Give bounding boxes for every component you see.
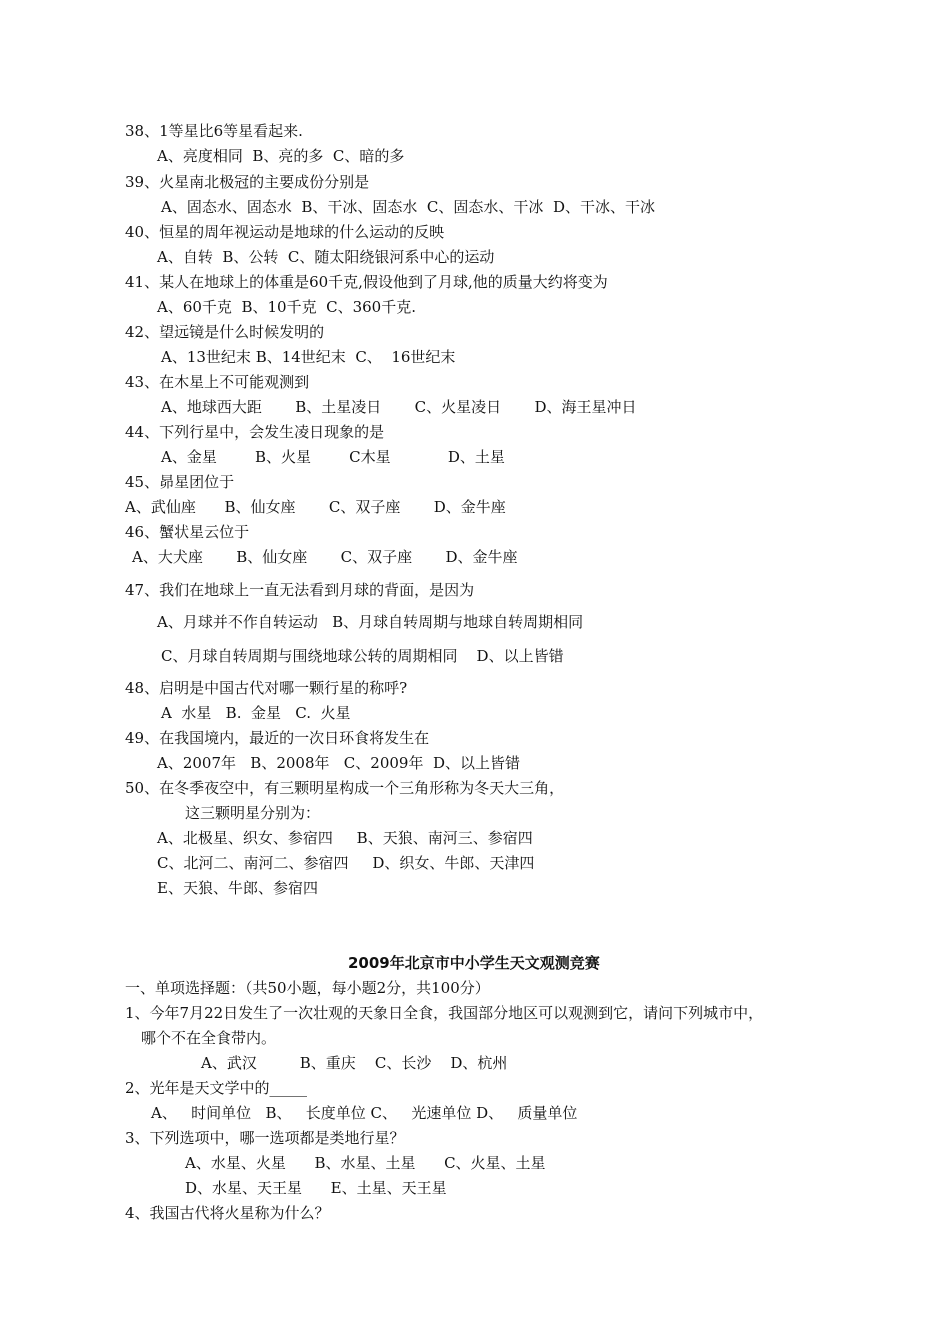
question-46-options: A、大犬座 B、仙女座 C、双子座 D、金牛座 xyxy=(132,548,518,566)
question-1: 1、今年7月22日发生了一次壮观的天象日全食，我国部分地区可以观测到它，请问下列城市中， xyxy=(125,1004,764,1022)
question-2: 2、光年是天文学中的_____ xyxy=(125,1079,308,1097)
question-50-options-ab: A、北极星、织女、参宿四 B、天狼、南河三、参宿四 xyxy=(157,829,533,847)
question-43-options: A、地球西大距 B、土星凌日 C、火星凌日 D、海王星冲日 xyxy=(161,398,637,416)
question-39-options: A、固态水、固态水 B、干冰、固态水 C、固态水、干冰 D、干冰、干冰 xyxy=(161,198,655,216)
question-44-options: A、金星 B、火星 C木星 D、土星 xyxy=(161,448,505,466)
question-45: 45、昴星团位于 xyxy=(125,473,235,491)
question-50-options-cd: C、北河二、南河二、参宿四 D、织女、牛郎、天津四 xyxy=(157,854,535,872)
question-48: 48、启明是中国古代对哪一颗行星的称呼? xyxy=(125,679,408,697)
question-39: 39、火星南北极冠的主要成份分别是 xyxy=(125,173,370,191)
question-49-options: A、2007年 B、2008年 C、2009年 D、以上皆错 xyxy=(157,754,521,772)
question-47-options-ab: A、月球并不作自转运动 B、月球自转周期与地球自转周期相同 xyxy=(157,613,584,631)
question-38: 38、1等星比6等星看起来. xyxy=(125,122,303,140)
question-41: 41、某人在地球上的体重是60千克,假设他到了月球,他的质量大约将变为 xyxy=(125,273,608,291)
question-4: 4、我国古代将火星称为什么？ xyxy=(125,1204,330,1222)
question-47-options-cd: C、月球自转周期与围绕地球公转的周期相同 D、以上皆错 xyxy=(161,647,564,665)
question-50-continued: 这三颗明星分别为： xyxy=(185,804,321,822)
question-50-options-e: E、天狼、牛郎、参宿四 xyxy=(157,879,318,897)
question-1-continued: 哪个不在全食带内。 xyxy=(141,1029,277,1047)
question-42-options: A、13世纪末 B、14世纪末 C、 16世纪末 xyxy=(161,348,456,366)
question-3-options-abc: A、水星、火星 B、水星、土星 C、火星、土星 xyxy=(185,1154,546,1172)
question-1-options: A、武汉 B、重庆 C、长沙 D、杭州 xyxy=(201,1054,508,1072)
question-42: 42、望远镜是什么时候发明的 xyxy=(125,323,325,341)
question-44: 44、下列行星中，会发生凌日现象的是 xyxy=(125,423,385,441)
question-41-options: A、60千克 B、10千克 C、360千克. xyxy=(157,298,416,316)
question-3-options-de: D、水星、天王星 E、土星、天王星 xyxy=(185,1179,447,1197)
question-46: 46、蟹状星云位于 xyxy=(125,523,250,541)
question-50: 50、在冬季夜空中，有三颗明星构成一个三角形称为冬天大三角， xyxy=(125,779,565,797)
question-2-options: A、 时间单位 B、 长度单位 C、 光速单位 D、 质量单位 xyxy=(151,1104,578,1122)
question-48-options: A 水星 B. 金星 C. 火星 xyxy=(161,704,351,722)
question-47: 47、我们在地球上一直无法看到月球的背面，是因为 xyxy=(125,581,475,599)
question-45-options: A、武仙座 B、仙女座 C、双子座 D、金牛座 xyxy=(125,498,506,516)
question-43: 43、在木星上不可能观测到 xyxy=(125,373,310,391)
question-40: 40、恒星的周年视运动是地球的什么运动的反映 xyxy=(125,223,445,241)
question-40-options: A、自转 B、公转 C、随太阳绕银河系中心的运动 xyxy=(157,248,495,266)
question-38-options: A、亮度相同 B、亮的多 C、暗的多 xyxy=(157,147,405,165)
competition-title: 2009年北京市中小学生天文观测竞赛 xyxy=(348,954,600,972)
section-heading: 一、单项选择题：（共50小题，每小题2分，共100分） xyxy=(125,979,490,997)
question-49: 49、在我国境内，最近的一次日环食将发生在 xyxy=(125,729,430,747)
question-3: 3、下列选项中，哪一选项都是类地行星？ xyxy=(125,1129,405,1147)
